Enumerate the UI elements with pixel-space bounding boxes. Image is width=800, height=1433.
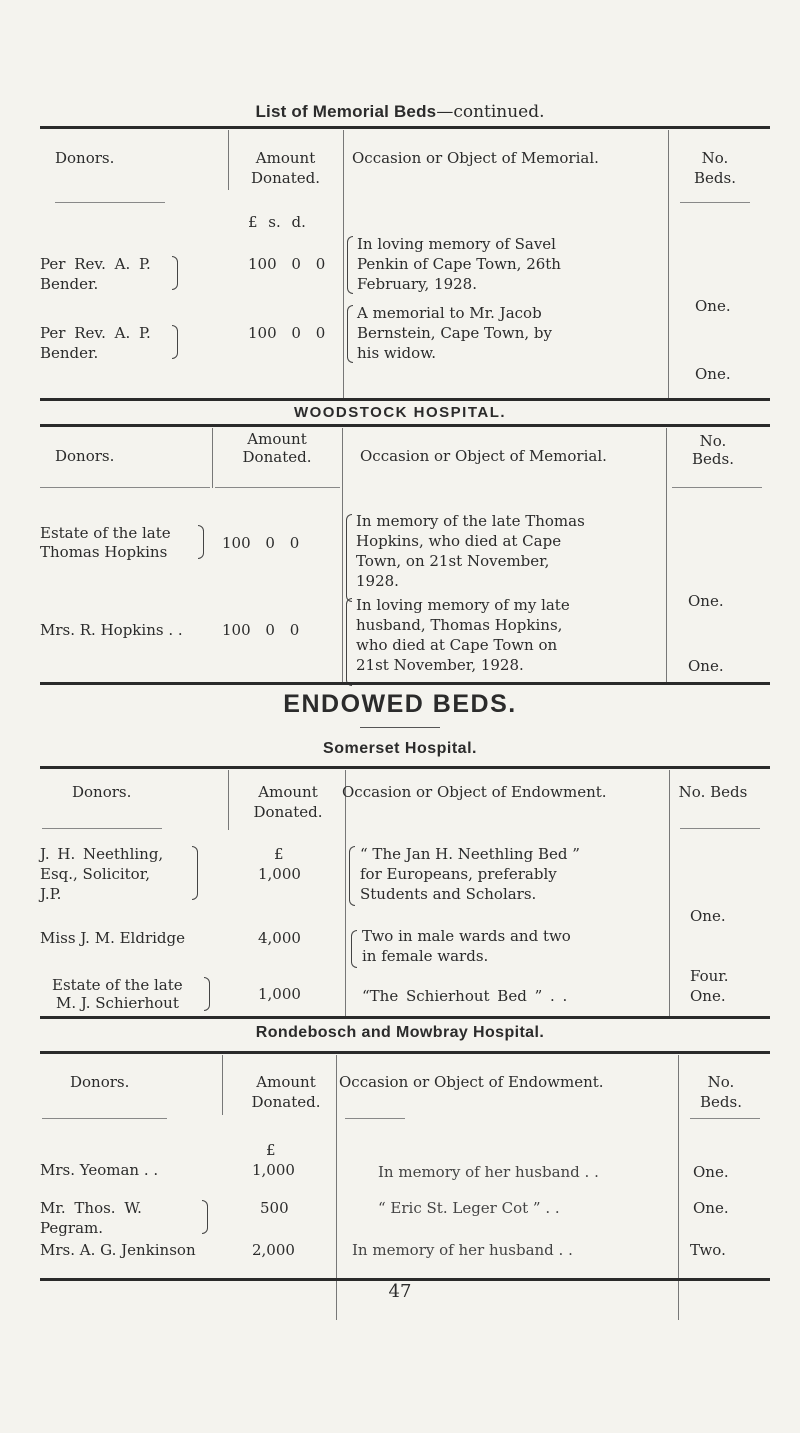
header-amount: Amount Donated. bbox=[242, 430, 312, 466]
occasion-line: Hopkins, who died at Cape bbox=[356, 532, 562, 550]
occasion-line: February, 1928. bbox=[357, 275, 477, 293]
header-occasion: Occasion or Object of Memorial. bbox=[360, 447, 607, 465]
brace bbox=[347, 305, 353, 363]
occasion-line: 21st November, 1928. bbox=[356, 656, 524, 674]
section-subtitle-somerset: Somerset Hospital. bbox=[323, 740, 477, 757]
amount-value: 100 0 0 bbox=[222, 534, 300, 552]
donor-line: Bender. bbox=[40, 344, 99, 362]
brace bbox=[347, 236, 353, 294]
currency-label: £ s. d. bbox=[248, 213, 306, 231]
header-occasion: Occasion or Object of Endowment. bbox=[342, 783, 607, 801]
header-donors: Donors. bbox=[55, 447, 115, 465]
page-title: List of Memorial Beds—continued. bbox=[255, 102, 545, 122]
occasion-line: “ The Jan H. Neethling Bed ” bbox=[360, 845, 580, 863]
donor-line: Mrs. A. G. Jenkinson bbox=[40, 1241, 196, 1259]
rule bbox=[40, 766, 770, 769]
header-donors: Donors. bbox=[72, 783, 132, 801]
brace bbox=[346, 514, 352, 602]
donor-line: Thomas Hopkins bbox=[40, 543, 168, 561]
beds-value: One. bbox=[688, 657, 724, 675]
occasion-line: husband, Thomas Hopkins, bbox=[356, 616, 563, 634]
beds-value: One. bbox=[693, 1163, 729, 1181]
occasion-line: “ Eric St. Leger Cot ” . . bbox=[378, 1199, 560, 1217]
occasion-line: who died at Cape Town on bbox=[356, 636, 558, 654]
header-beds: No. Beds bbox=[678, 783, 748, 801]
header-beds: No. Beds. bbox=[692, 432, 734, 468]
donor-line: Mrs. Yeoman . . bbox=[40, 1161, 159, 1179]
donor-line: J. H. Neethling, bbox=[40, 845, 164, 863]
header-beds: No. Beds. bbox=[694, 149, 736, 187]
beds-value: One. bbox=[693, 1199, 729, 1217]
header-amount: Amount Donated. bbox=[253, 783, 323, 821]
amount-value: 100 0 0 bbox=[248, 324, 326, 342]
occasion-line: Two in male wards and two bbox=[362, 927, 571, 945]
occasion-line: in female wards. bbox=[362, 947, 489, 965]
amount-value: 500 bbox=[260, 1199, 289, 1217]
brace bbox=[172, 325, 178, 359]
amount-value: 1,000 bbox=[258, 985, 301, 1003]
section-title-rondebosch: Rondebosch and Mowbray Hospital. bbox=[255, 1024, 545, 1041]
brace bbox=[172, 256, 178, 290]
occasion-line: In memory of her husband . . bbox=[378, 1163, 599, 1181]
header-occasion: Occasion or Object of Endowment. bbox=[339, 1073, 604, 1091]
donor-line: J.P. bbox=[40, 885, 62, 903]
rule bbox=[40, 1016, 770, 1019]
brace bbox=[349, 846, 355, 906]
header-amount: Amount Donated. bbox=[251, 1073, 321, 1111]
rule bbox=[40, 682, 770, 685]
occasion-line: In memory of her husband . . bbox=[352, 1241, 573, 1259]
brace bbox=[351, 930, 357, 968]
beds-value: One. bbox=[695, 365, 731, 383]
occasion-line: Bernstein, Cape Town, by bbox=[357, 324, 552, 342]
page-number: 47 bbox=[388, 1281, 412, 1302]
occasion-line: 1928. bbox=[356, 572, 399, 590]
donor-line: M. J. Schierhout bbox=[56, 994, 179, 1012]
rule bbox=[40, 126, 770, 129]
brace bbox=[192, 846, 198, 900]
donor-line: Per Rev. A. P. bbox=[40, 324, 151, 342]
occasion-line: for Europeans, preferably bbox=[360, 865, 557, 883]
occasion-line: In loving memory of Savel bbox=[357, 235, 556, 253]
beds-value: Two. bbox=[690, 1241, 726, 1259]
occasion-line: In memory of the late Thomas bbox=[356, 512, 585, 530]
occasion-line: Penkin of Cape Town, 26th bbox=[357, 255, 561, 273]
donor-line: Pegram. bbox=[40, 1219, 104, 1237]
amount-value: 4,000 bbox=[258, 929, 301, 947]
amount-value: 1,000 bbox=[252, 1161, 295, 1179]
occasion-line: A memorial to Mr. Jacob bbox=[357, 304, 542, 322]
rule bbox=[40, 424, 770, 427]
header-occasion: Occasion or Object of Memorial. bbox=[352, 149, 599, 167]
occasion-line: Town, on 21st November, bbox=[356, 552, 550, 570]
header-amount: Amount Donated. bbox=[251, 149, 320, 187]
amount-value: 100 0 0 bbox=[248, 255, 326, 273]
brace bbox=[202, 1200, 208, 1234]
header-donors: Donors. bbox=[55, 149, 115, 167]
donor-line: Per Rev. A. P. bbox=[40, 255, 151, 273]
amount-value: 1,000 bbox=[258, 865, 301, 883]
currency-label: £ bbox=[274, 845, 284, 863]
header-donors: Donors. bbox=[70, 1073, 130, 1091]
donor-line: Esq., Solicitor, bbox=[40, 865, 151, 883]
beds-value: One. bbox=[688, 592, 724, 610]
brace bbox=[346, 598, 352, 686]
donor-line: Mr. Thos. W. bbox=[40, 1199, 142, 1217]
section-title-woodstock: WOODSTOCK HOSPITAL. bbox=[293, 404, 507, 421]
amount-value: 100 0 0 bbox=[222, 621, 300, 639]
currency-label: £ bbox=[266, 1141, 276, 1159]
occasion-line: Students and Scholars. bbox=[360, 885, 537, 903]
header-beds: No. Beds. bbox=[700, 1073, 742, 1111]
occasion-line: In loving memory of my late bbox=[356, 596, 570, 614]
donor-line: Miss J. M. Eldridge bbox=[40, 929, 185, 947]
rule bbox=[40, 1051, 770, 1054]
section-title-endowed: ENDOWED BEDS. bbox=[283, 690, 517, 718]
brace bbox=[198, 525, 204, 559]
donor-line: Mrs. R. Hopkins . . bbox=[40, 621, 183, 639]
rule bbox=[40, 398, 770, 401]
donor-line: Bender. bbox=[40, 275, 99, 293]
beds-value: One. bbox=[690, 907, 726, 925]
brace bbox=[204, 977, 210, 1011]
beds-value: One. bbox=[695, 297, 731, 315]
amount-value: 2,000 bbox=[252, 1241, 295, 1259]
donor-line: Estate of the late bbox=[52, 976, 183, 994]
occasion-line: “The Schierhout Bed ” . . bbox=[362, 987, 568, 1005]
beds-value: Four. bbox=[690, 967, 729, 985]
occasion-line: his widow. bbox=[357, 344, 437, 362]
donor-line: Estate of the late bbox=[40, 524, 171, 542]
beds-value: One. bbox=[690, 987, 726, 1005]
